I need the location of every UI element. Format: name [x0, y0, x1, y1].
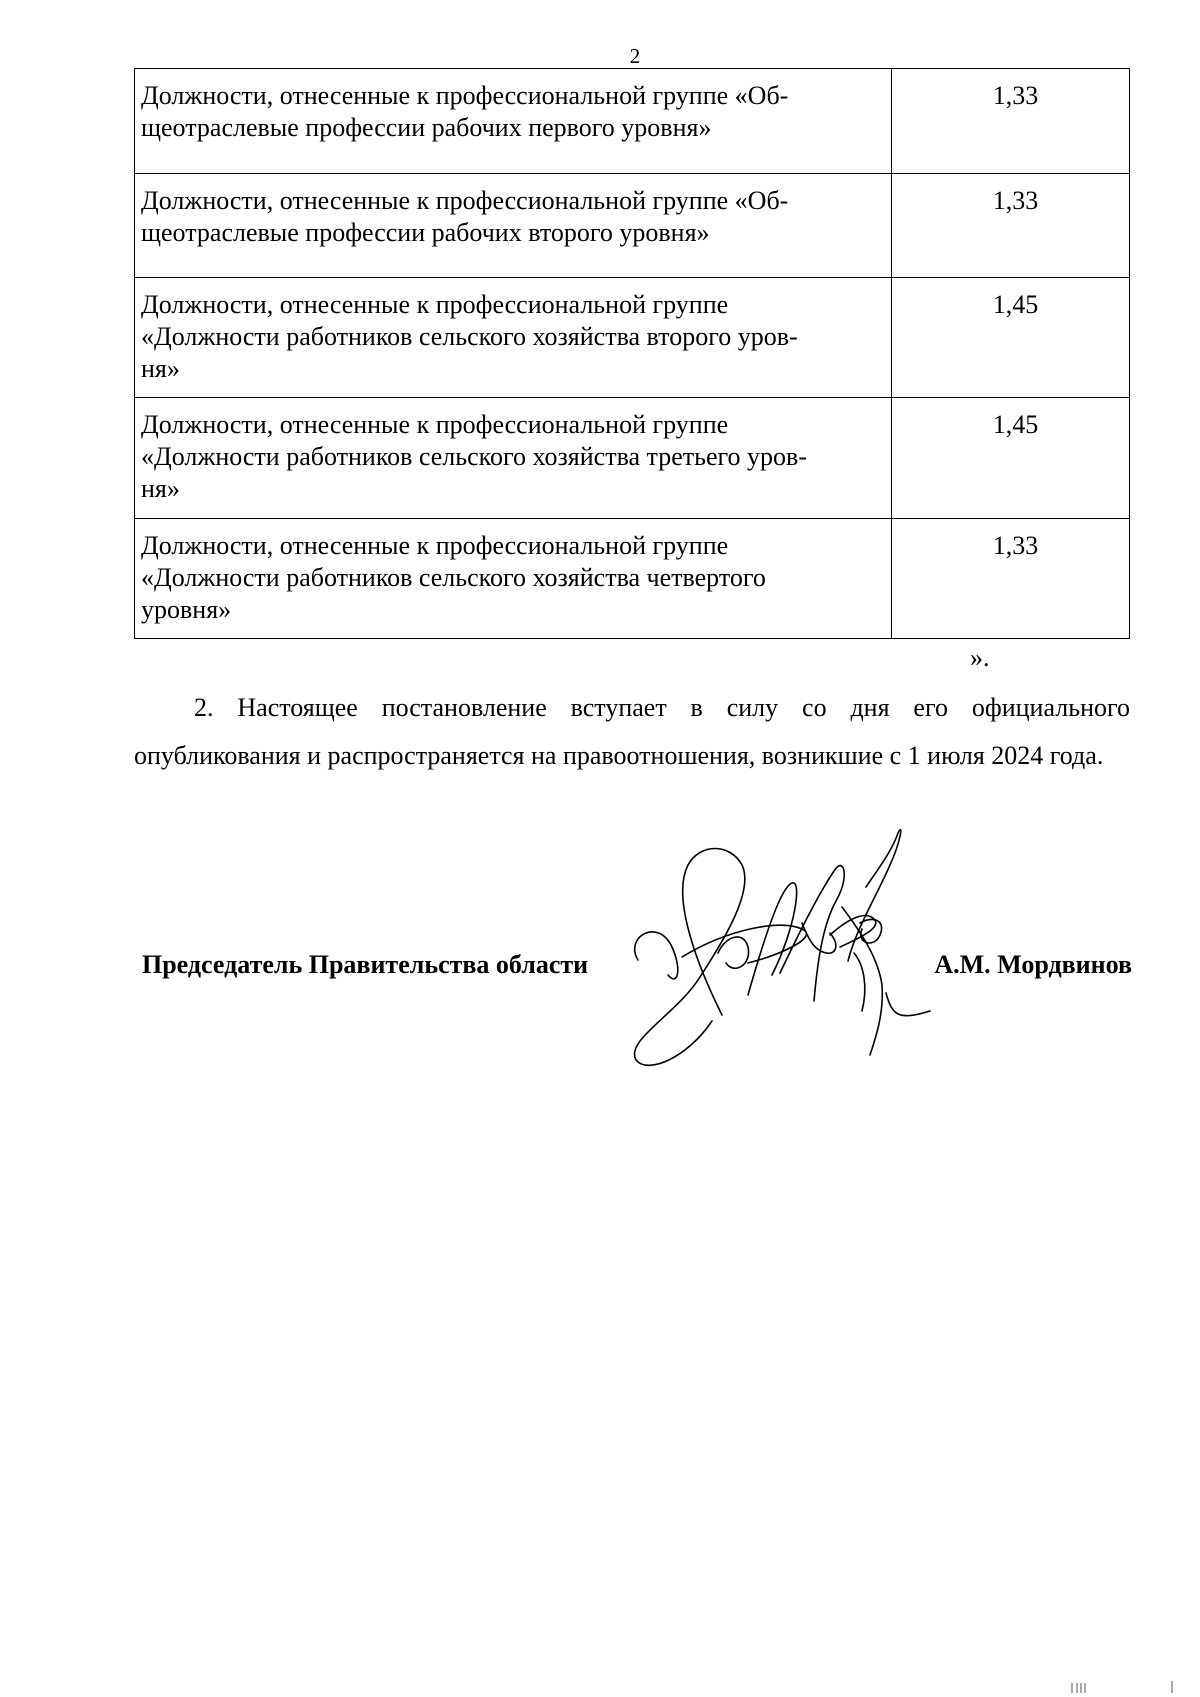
table-row	[135, 398, 1130, 519]
description-line: ня»	[141, 474, 180, 503]
description-line: Должности, отнесенные к профессиональной группе	[141, 290, 729, 319]
table-cell-value: 1,33	[892, 174, 1130, 278]
signatory-name: А.М. Мордвинов	[934, 950, 1132, 979]
description-line: Должности, отнесенные к профессиональной группе	[141, 531, 729, 560]
table-cell-value: 1,45	[892, 398, 1130, 519]
table-cell-description	[135, 278, 892, 398]
effective-date-paragraph: 2. Настоящее постановление вступает в силу со дня его официального опубликования и распространяется на правоотношения, возникшие с 1 июля 2024 года.	[134, 693, 1130, 770]
table-row	[135, 278, 1130, 398]
page-number: 2	[629, 44, 641, 68]
table-cell-description	[135, 519, 892, 639]
description-line: Должности, отнесенные к профессиональной группе «Об-	[141, 186, 789, 215]
signatory-role: Председатель Правительства области	[142, 950, 589, 979]
description-line: Должности, отнесенные к профессиональной группе «Об-	[141, 81, 789, 110]
description-line: уровня»	[141, 595, 232, 624]
description-line: «Должности работников сельского хозяйства третьего уров-	[141, 442, 807, 471]
table-cell-description	[135, 69, 892, 174]
table-row	[135, 519, 1130, 639]
description-line: Должности, отнесенные к профессиональной группе	[141, 410, 729, 439]
table-cell-value: 1,33	[892, 69, 1130, 174]
table-row	[135, 69, 1130, 174]
scan-artifact-mark	[1066, 1679, 1176, 1693]
table-cell-value: 1,45	[892, 278, 1130, 398]
handwritten-signature	[630, 825, 940, 1075]
table-cell-value: 1,33	[892, 519, 1130, 639]
table-row	[135, 174, 1130, 278]
description-line: ня»	[141, 354, 180, 383]
description-line: щеотраслевые профессии рабочих второго уровня»	[141, 218, 710, 247]
description-line: «Должности работников сельского хозяйства четвертого	[141, 563, 766, 592]
closing-quote: ».	[970, 643, 990, 672]
table-cell-description	[135, 174, 892, 278]
description-line: щеотраслевые профессии рабочих первого уровня»	[141, 113, 712, 142]
table-cell-description	[135, 398, 892, 519]
description-line: «Должности работников сельского хозяйства второго уров-	[141, 322, 798, 351]
coefficient-table	[134, 68, 1130, 639]
